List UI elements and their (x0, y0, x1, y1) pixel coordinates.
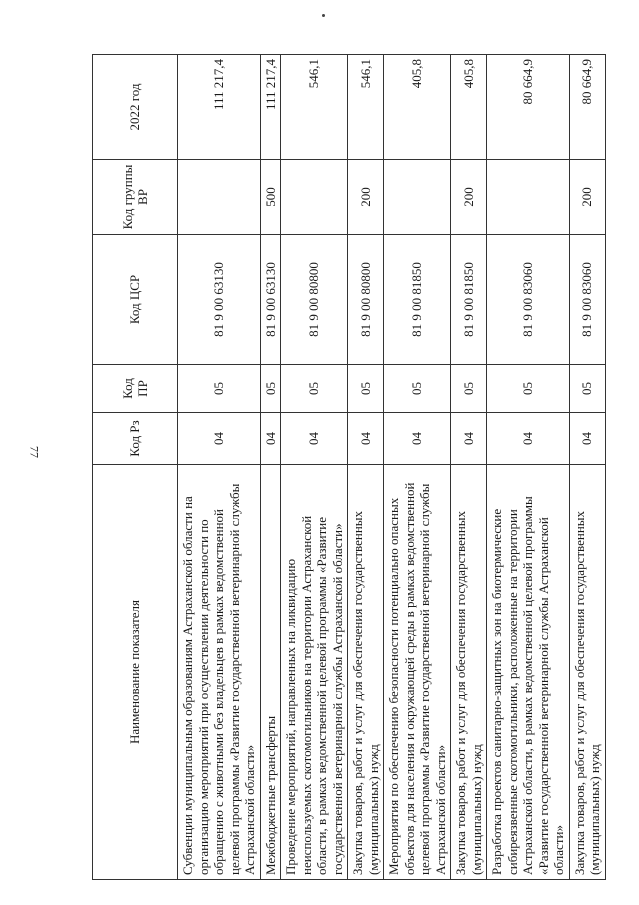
header-csr: Код ЦСР (93, 235, 178, 365)
row-name: Мероприятия по обеспечению безопасности потенциально опасных объектов для населения и окружающей среды в рамках ведомственной целевой программы «Развитие государственной ветеринарной службы Астраханской области» (384, 465, 451, 880)
row-sum: 405,8 (451, 55, 487, 160)
row-name: Закупка товаров, работ и услуг для обеспечения государственных (муниципальных) нужд (348, 465, 384, 880)
scan-speck (322, 14, 325, 17)
row-name: Межбюджетные трансферты (260, 465, 281, 880)
row-csr: 81 9 00 80800 (348, 235, 384, 365)
row-csr: 81 9 00 80800 (281, 235, 348, 365)
row-pr: 05 (487, 365, 570, 413)
table-row (281, 55, 348, 880)
row-rz: 04 (178, 413, 261, 465)
row-vr: 200 (348, 160, 384, 235)
row-vr: 200 (451, 160, 487, 235)
row-rz: 04 (348, 413, 384, 465)
row-rz: 04 (384, 413, 451, 465)
row-csr: 81 9 00 81850 (451, 235, 487, 365)
row-sum: 111 217,4 (178, 55, 261, 160)
table-row (384, 55, 451, 880)
row-sum: 111 217,4 (260, 55, 281, 160)
row-vr (384, 160, 451, 235)
budget-table (92, 54, 606, 880)
row-vr (178, 160, 261, 235)
row-rz: 04 (569, 413, 605, 465)
row-sum: 546,1 (281, 55, 348, 160)
header-name: Наименование показателя (93, 465, 178, 880)
table-row (451, 55, 487, 880)
header-year: 2022 год (93, 55, 178, 160)
row-rz: 04 (451, 413, 487, 465)
table-row (569, 55, 605, 880)
row-name: Закупка товаров, работ и услуг для обеспечения государственных (муниципальных) нужд (569, 465, 605, 880)
row-pr: 05 (384, 365, 451, 413)
row-name: Закупка товаров, работ и услуг для обеспечения государственных (муниципальных) нужд (451, 465, 487, 880)
row-rz: 04 (281, 413, 348, 465)
header-pr: Код ПР (93, 365, 178, 413)
row-pr: 05 (451, 365, 487, 413)
row-pr: 05 (348, 365, 384, 413)
row-vr (487, 160, 570, 235)
page-number: 77 (27, 446, 42, 458)
row-sum: 405,8 (384, 55, 451, 160)
row-csr: 81 9 00 63130 (178, 235, 261, 365)
row-rz: 04 (260, 413, 281, 465)
row-csr: 81 9 00 81850 (384, 235, 451, 365)
row-name: Разработка проектов санитарно-защитных зон на биотермические сибиреязвенные скотомогильники, расположенные на территории Астраханской области, в рамках ведомственной целевой программы «Развитие государственной ветеринарной службы Астраханской области» (487, 465, 570, 880)
row-sum: 80 664,9 (487, 55, 570, 160)
header-row (93, 55, 178, 880)
row-csr: 81 9 00 83060 (569, 235, 605, 365)
rotated-table-container (92, 55, 602, 880)
row-vr: 500 (260, 160, 281, 235)
table-row (178, 55, 261, 880)
header-rz: Код Рз (93, 413, 178, 465)
row-name: Субвенции муниципальным образованиям Астраханской области на организацию мероприятий при осуществлении деятельности по обращению с животными без владельцев в рамках ведомственной целевой программы «Развитие государственной ветеринарной службы Астраханской области» (178, 465, 261, 880)
row-sum: 80 664,9 (569, 55, 605, 160)
row-pr: 05 (569, 365, 605, 413)
row-pr: 05 (281, 365, 348, 413)
row-pr: 05 (178, 365, 261, 413)
row-vr (281, 160, 348, 235)
row-csr: 81 9 00 83060 (487, 235, 570, 365)
table-row (487, 55, 570, 880)
row-vr: 200 (569, 160, 605, 235)
row-sum: 546,1 (348, 55, 384, 160)
row-csr: 81 9 00 63130 (260, 235, 281, 365)
header-vr: Код группы ВР (93, 160, 178, 235)
table-row (260, 55, 281, 880)
table-row (348, 55, 384, 880)
row-pr: 05 (260, 365, 281, 413)
row-rz: 04 (487, 413, 570, 465)
row-name: Проведение мероприятий, направленных на ликвидацию неиспользуемых скотомогильников на территории Астраханской области, в рамках ведомственной целевой программы «Развитие государственной ветеринарной службы Астраханской области» (281, 465, 348, 880)
